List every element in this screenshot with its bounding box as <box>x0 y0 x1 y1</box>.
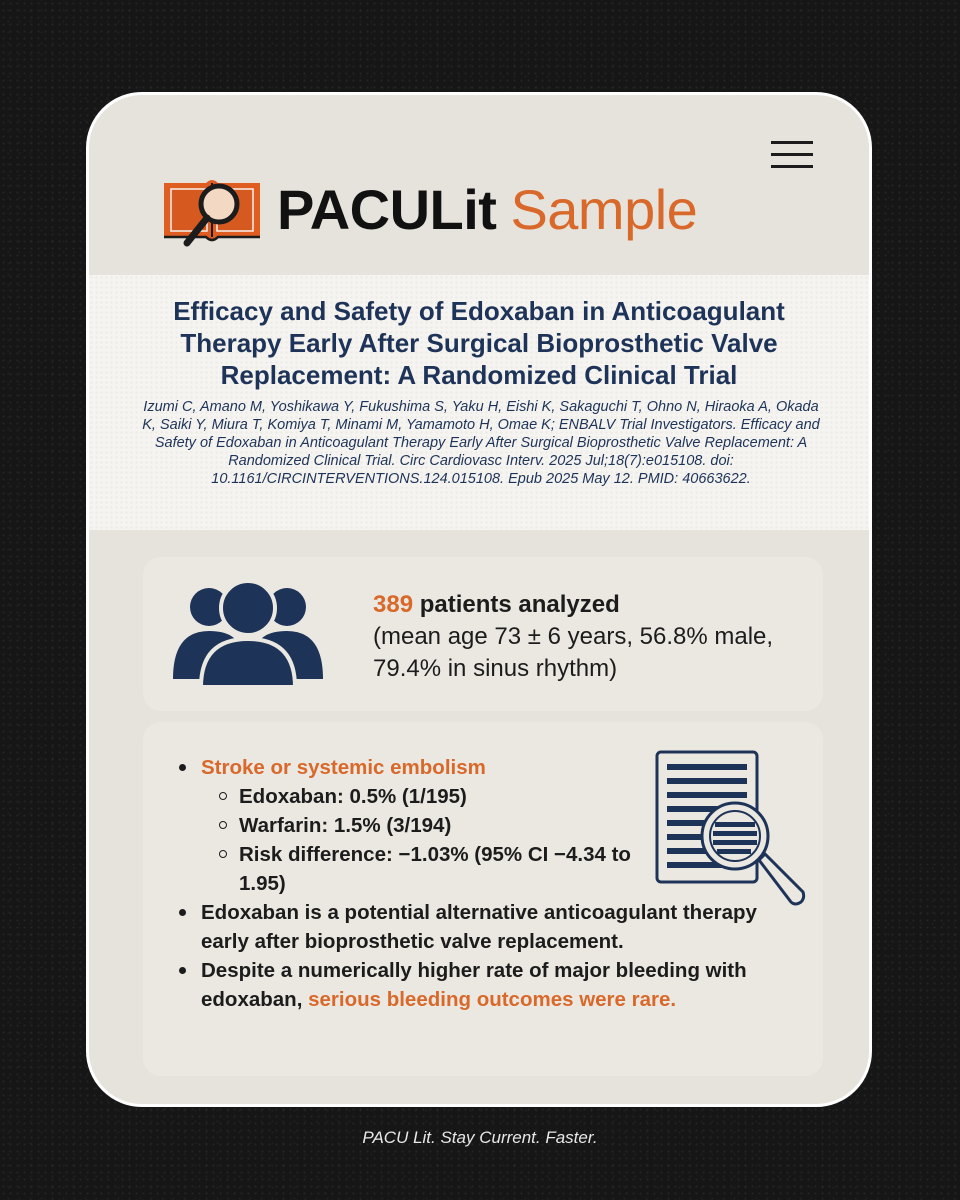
brand-name-light: Sample <box>510 178 698 241</box>
list-item <box>179 956 769 1014</box>
document-search-icon <box>655 750 807 912</box>
bleeding-lead: Despite a numerically higher rate of major bleeding with edoxaban, <box>201 959 747 1011</box>
population-summary <box>373 589 793 685</box>
summary-card <box>86 92 872 1107</box>
alternative-statement: Edoxaban is a potential alternative anticoagulant therapy early after bioprosthetic valve replacement. <box>201 901 757 953</box>
book-magnifier-icon <box>162 173 262 249</box>
article-citation: Izumi C, Amano M, Yoshikawa Y, Fukushima S, Yaku H, Eishi K, Sakaguchi T, Ohno N, Hiraoka A, Okada K, Saiki Y, Miura T, Komiya T, Minami M, Yamamoto H, Omae K; ENBALV Trial Investigators. Efficacy and Safety of Edoxaban in Anticoagulant Therapy Early After Surgical Bioprosthetic Valve Replacement: A Randomized Clinical Trial. Circ Cardiovasc Interv. 2025 Jul;18(7):e015108. doi: 10.1161/CIRCINTERVENTIONS.124.015108. Epub 2025 May 12. PMID: 40663622. <box>142 399 820 487</box>
article-title: Efficacy and Safety of Edoxaban in Anticoagulant Therapy Early After Surgical Bioprosthetic Valve Replacement: A Randomized Clinical Trial <box>173 296 785 390</box>
brand-wordmark <box>277 175 697 245</box>
warfarin-rate: Warfarin: 1.5% (3/194) <box>201 811 669 840</box>
edoxaban-rate: Edoxaban: 0.5% (1/195) <box>201 782 669 811</box>
patient-count: 389 <box>373 591 414 618</box>
findings-panel <box>143 722 823 1076</box>
stroke-heading: Stroke or systemic embolism <box>201 756 486 779</box>
population-details: (mean age 73 ± 6 years, 56.8% male, 79.4% in sinus rhythm) <box>373 623 774 682</box>
population-panel <box>143 557 823 711</box>
brand-name-bold: PACULit <box>277 178 497 241</box>
bleeding-highlight: serious bleeding outcomes were rare. <box>308 988 677 1011</box>
risk-difference: Risk difference: −1.03% (95% CI −4.34 to 1.95) <box>201 840 669 898</box>
people-group-icon <box>173 579 323 687</box>
hamburger-menu-icon[interactable] <box>771 141 813 169</box>
patient-count-label: patients analyzed <box>419 591 620 618</box>
footer-tagline: PACU Lit. Stay Current. Faster. <box>362 1128 598 1147</box>
